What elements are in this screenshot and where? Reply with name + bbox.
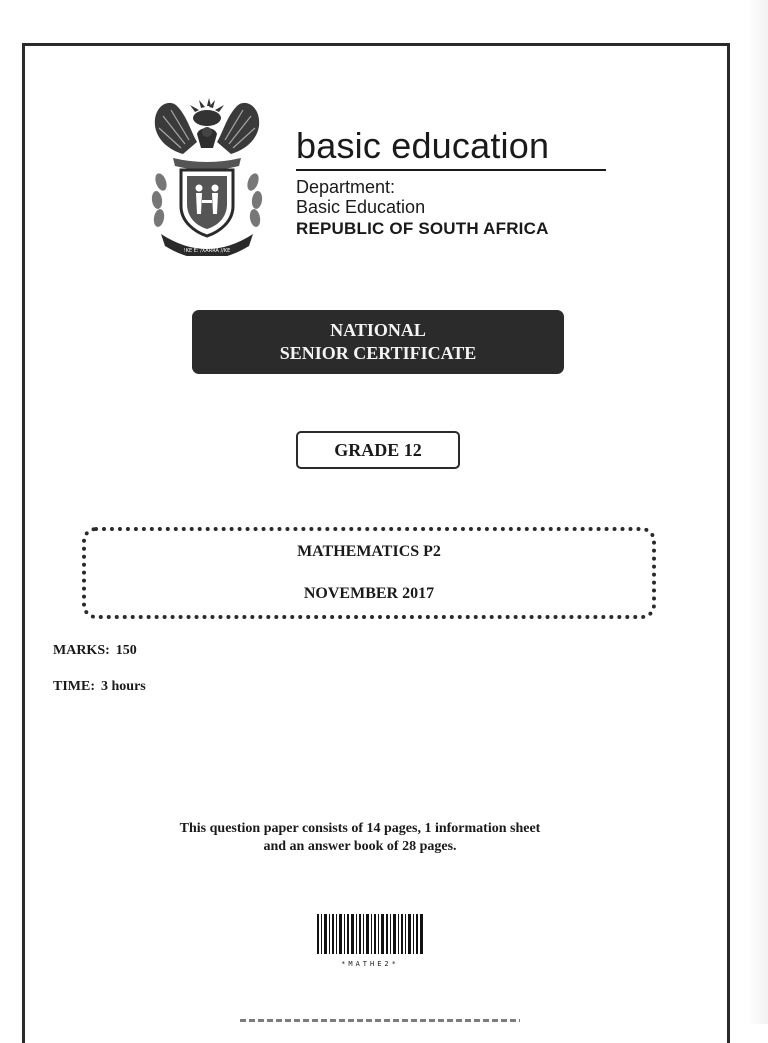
- time-value: 3 hours: [101, 679, 146, 694]
- subject-box: [82, 527, 656, 619]
- barcode: [316, 914, 424, 968]
- coat-of-arms-emblem: [143, 96, 271, 256]
- time-line: [53, 679, 146, 695]
- country-name: REPUBLIC OF SOUTH AFRICA: [296, 219, 549, 238]
- department-brand: [296, 126, 606, 239]
- department-name: Basic Education: [296, 197, 426, 217]
- composition-line-2: and an answer book of 28 pages.: [263, 839, 457, 854]
- grade-box: GRADE 12: [296, 431, 460, 469]
- brand-underline: [296, 169, 606, 171]
- paper-composition-note: [100, 820, 620, 856]
- exam-session: NOVEMBER 2017: [303, 585, 435, 602]
- nsc-banner: [192, 310, 564, 374]
- marks-label: MARKS:: [53, 643, 110, 658]
- marks-line: [53, 643, 137, 659]
- barcode-bars: [316, 914, 424, 954]
- department-label: Department:: [296, 177, 396, 197]
- emblem-motto-text: !KE E: /XARRA //KE: [183, 248, 231, 254]
- subject-title: MATHEMATICS P2: [297, 543, 441, 560]
- marks-value: 150: [115, 643, 137, 658]
- banner-line-national: NATIONAL: [330, 320, 426, 340]
- brand-title: basic education: [296, 125, 550, 166]
- barcode-text: *MATHE2*: [341, 960, 399, 968]
- composition-line-1: This question paper consists of 14 pages, 1 information sheet: [179, 821, 541, 836]
- banner-line-senior-certificate: SENIOR CERTIFICATE: [279, 343, 477, 363]
- footer-fineprint: [240, 1019, 520, 1022]
- scan-edge-shade: [748, 0, 768, 1024]
- time-label: TIME:: [53, 679, 95, 694]
